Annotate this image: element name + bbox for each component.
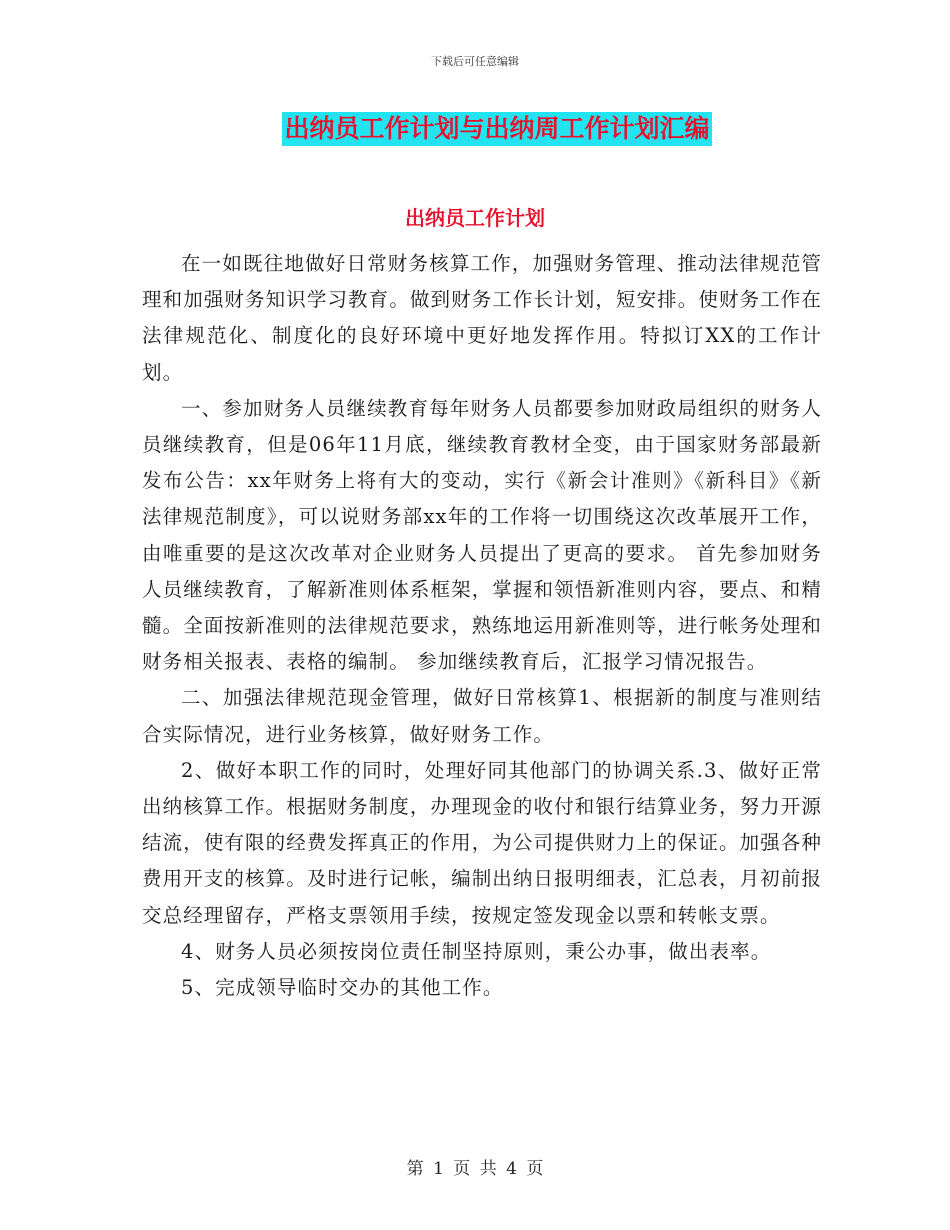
- paragraph: 二、加强法律规范现金管理，做好日常核算1、根据新的制度与准则结合实际情况，进行业务核算，做好财务工作。: [142, 686, 822, 746]
- paragraph: 一、参加财务人员继续教育每年财务人员都要参加财政局组织的财务人员继续教育，但是06年11月底，继续教育教材全变，由于国家财务部最新发布公告：xx年财务上将有大的变动，实行《新会计准则》《新科目》《新法律规范制度》，可以说财务部xx年的工作将一切围绕这次改革展开工作，由唯重要的是这次改革对企业财务人员提出了更高的要求。 首先参加财务人员继续教育，了解新准则体系框架，掌握和领悟新准则内容，要点、和精髓。全面按新准则的法律规范要求，熟练地运用新准则等，进行帐务处理和财务相关报表、表格的编制。 参加继续教育后，汇报学习情况报告。: [142, 396, 822, 674]
- paragraph: 2、做好本职工作的同时，处理好同其他部门的协调关系.3、做好正常出纳核算工作。根据财务制度，办理现金的收付和银行结算业务，努力开源结流，使有限的经费发挥真正的作用，为公司提供财力上的保证。加强各种费用开支的核算。及时进行记帐，编制出纳日报明细表，汇总表，月初前报交总经理留存，严格支票领用手续，按规定签发现金以票和转帐支票。: [142, 758, 822, 927]
- paragraph: 5、完成领导临时交办的其他工作。: [181, 976, 504, 1000]
- paragraph: 4、财务人员必须按岗位责任制坚持原则，秉公办事，做出表率。: [181, 939, 772, 963]
- section-title: 出纳员工作计划: [405, 206, 545, 230]
- header-note: 下载后可任意编辑: [431, 55, 519, 68]
- document-title-container: [0, 112, 950, 146]
- paragraph: 在一如既往地做好日常财务核算工作，加强财务管理、推动法律规范管理和加强财务知识学习教育。做到财务工作长计划，短安排。使财务工作在法律规范化、制度化的良好环境中更好地发挥作用。特拟订XX的工作计划。: [142, 252, 822, 384]
- document-body: [142, 246, 822, 1006]
- page-number-footer: 第 1 页 共 4 页: [406, 1159, 544, 1179]
- document-title: 出纳员工作计划与出纳周工作计划汇编: [282, 112, 711, 146]
